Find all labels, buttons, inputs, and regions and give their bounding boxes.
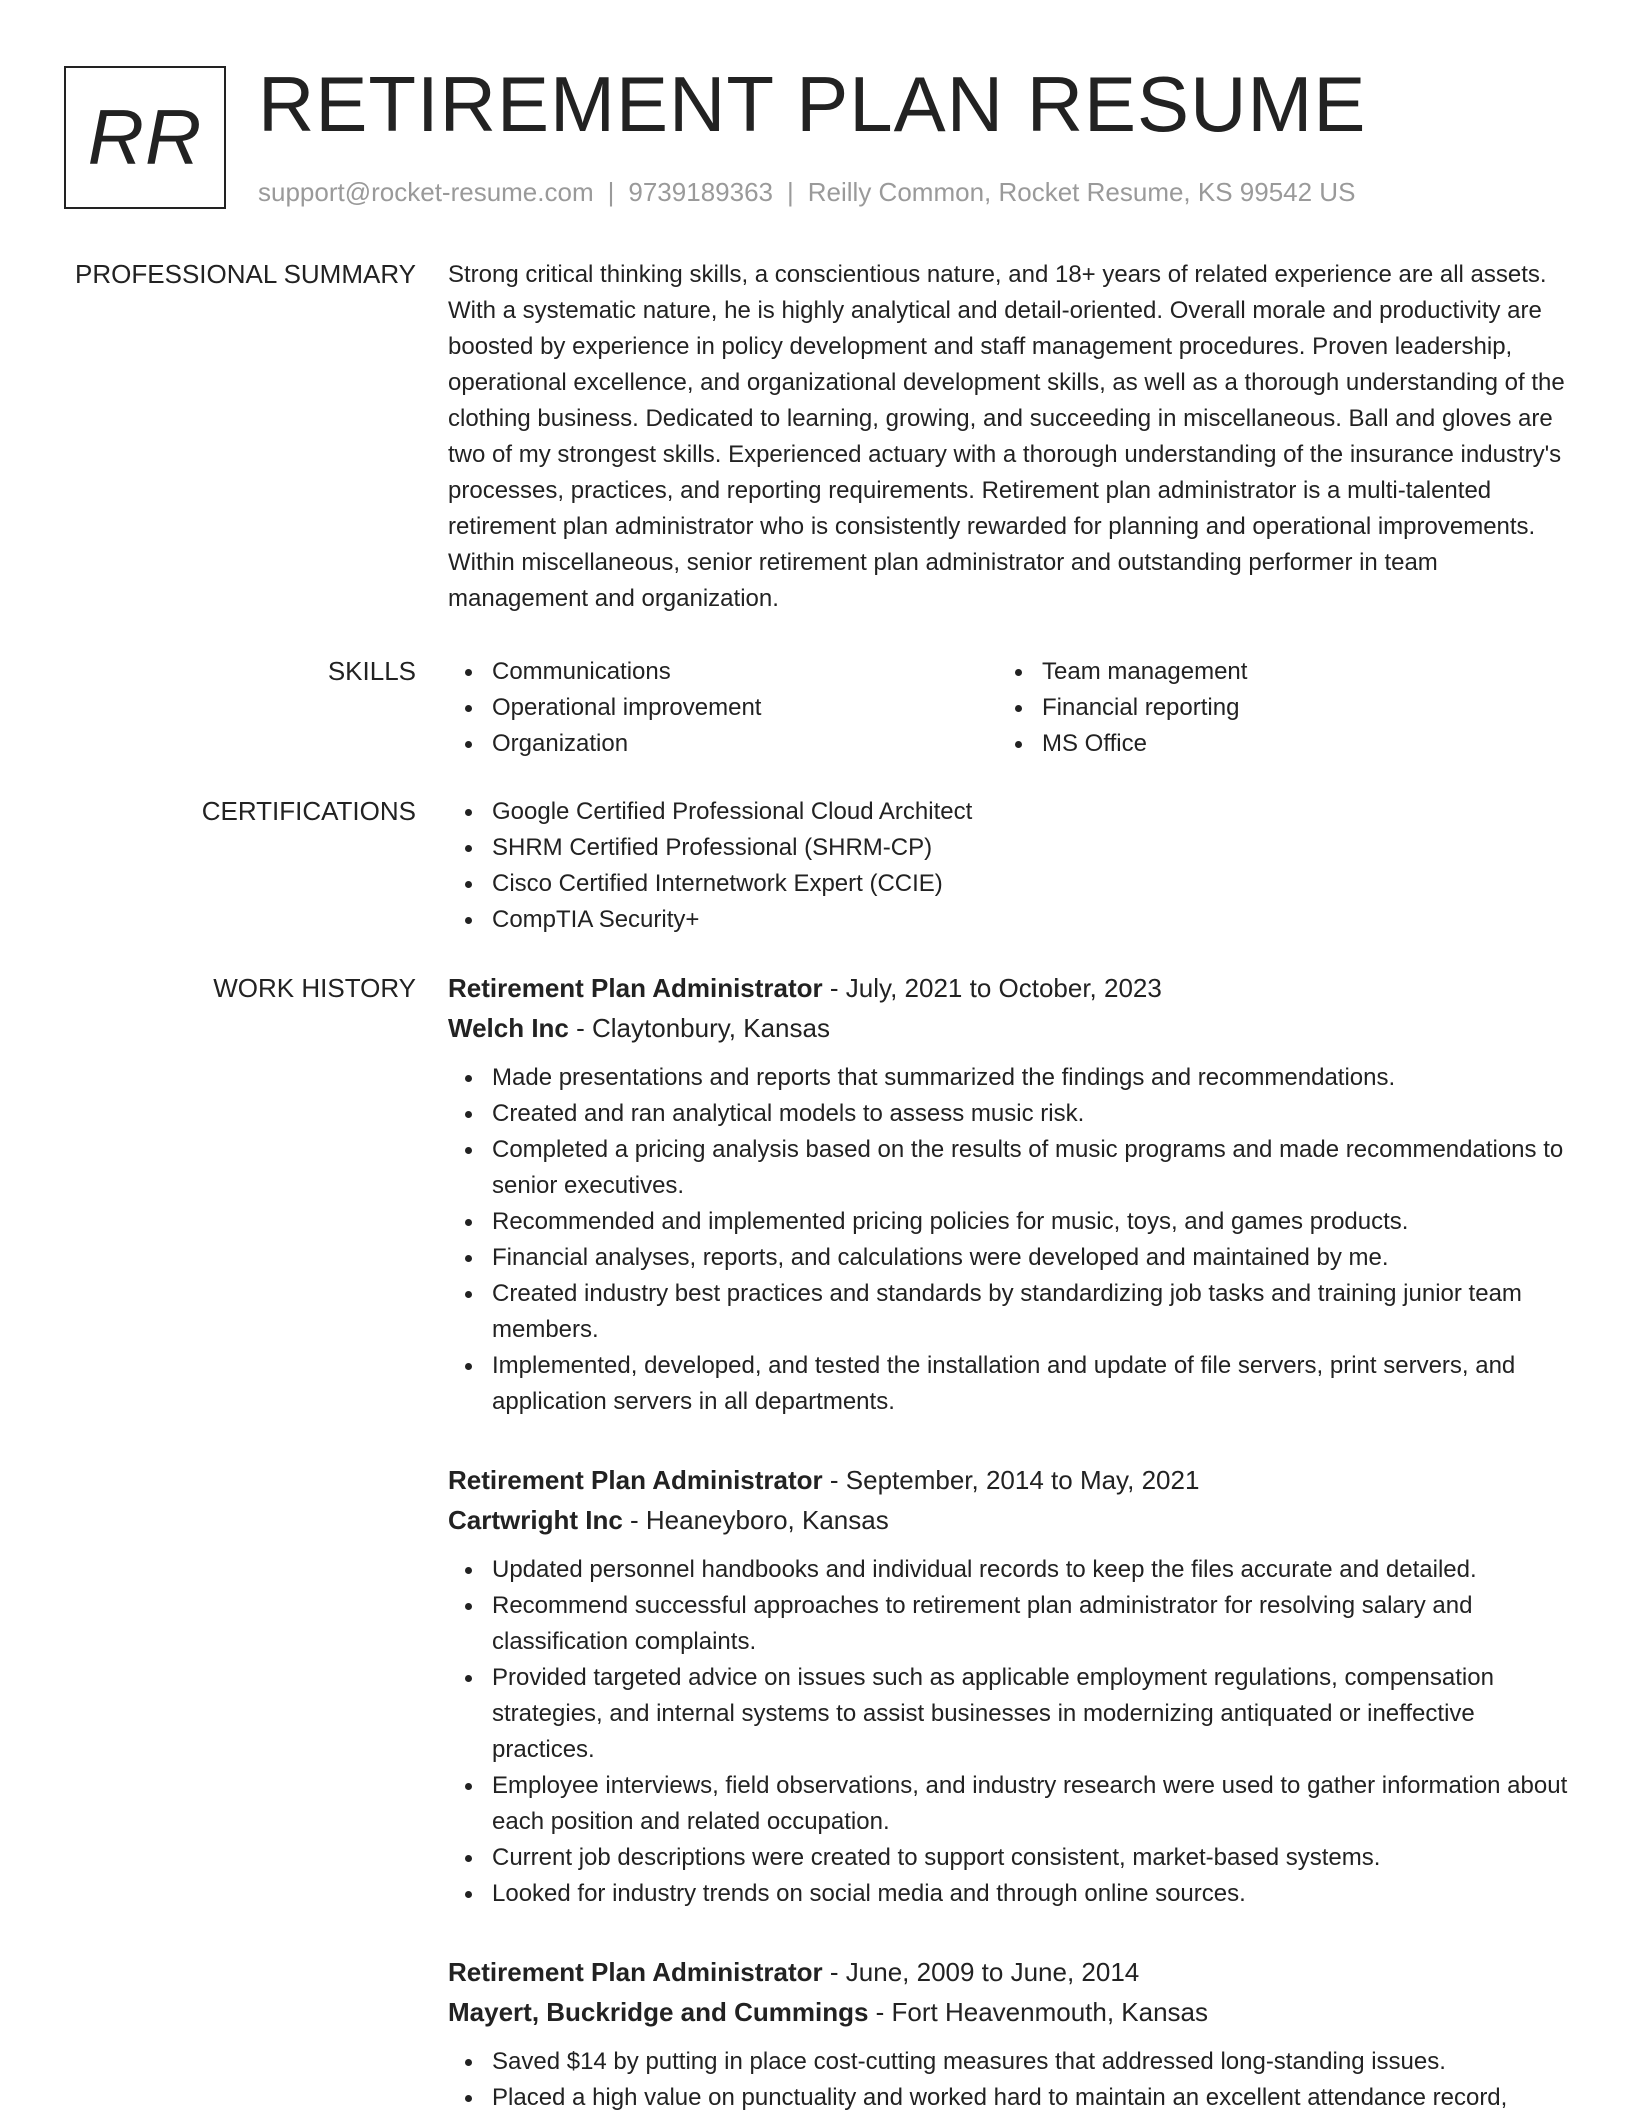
job-bullets — [448, 2044, 1568, 2112]
job-bullet: Current job descriptions were created to support consistent, market-based systems. — [448, 1840, 1568, 1876]
monogram-logo — [64, 66, 226, 209]
job-bullet: Looked for industry trends on social media and through online sources. — [448, 1876, 1568, 1912]
certification-item: SHRM Certified Professional (SHRM-CP) — [448, 830, 1568, 866]
job-company-line — [448, 1992, 1568, 2032]
work-history-heading: WORK HISTORY — [213, 973, 416, 1003]
skills-body — [448, 654, 1568, 762]
job-dates: - June, 2009 to June, 2014 — [822, 1957, 1140, 1987]
job-role: Retirement Plan Administrator — [448, 1465, 823, 1495]
certifications-heading: CERTIFICATIONS — [201, 796, 416, 826]
job-bullet: Placed a high value on punctuality and worked hard to maintain an excellent attendance record, — [448, 2080, 1568, 2112]
job-company-line — [448, 1500, 1568, 1540]
job-bullet: Financial analyses, reports, and calculations were developed and maintained by me. — [448, 1240, 1568, 1276]
contact-address: Reilly Common, Rocket Resume, KS 99542 US — [807, 177, 1356, 207]
job-bullet: Employee interviews, field observations, and industry research were used to gather information about each position and related occupation. — [448, 1768, 1568, 1840]
skill-item: MS Office — [998, 726, 1548, 762]
job-bullet: Implemented, developed, and tested the installation and update of file servers, print servers, and application servers in all departments. — [448, 1348, 1568, 1420]
job-title-line — [448, 1460, 1568, 1500]
job-bullet: Updated personnel handbooks and individual records to keep the files accurate and detailed. — [448, 1552, 1568, 1588]
job-dates: - September, 2014 to May, 2021 — [822, 1465, 1200, 1495]
resume-title: RETIREMENT PLAN RESUME — [258, 60, 1367, 148]
certifications-body — [448, 794, 1568, 938]
job-bullet: Created industry best practices and standards by standardizing job tasks and training junior team members. — [448, 1276, 1568, 1348]
job-company-line — [448, 1008, 1568, 1048]
job-bullet: Completed a pricing analysis based on the results of music programs and made recommendations to senior executives. — [448, 1132, 1568, 1204]
certifications-list — [448, 794, 1568, 938]
summary-heading: PROFESSIONAL SUMMARY — [75, 259, 416, 289]
certification-item: CompTIA Security+ — [448, 902, 1568, 938]
skills-heading: SKILLS — [327, 656, 416, 686]
job-bullet: Recommend successful approaches to retirement plan administrator for resolving salary and classification complaints. — [448, 1588, 1568, 1660]
skill-item: Communications — [448, 654, 998, 690]
job-bullet: Provided targeted advice on issues such as applicable employment regulations, compensation strategies, and internal systems to assist businesses in modernizing antiquated or ineffective practices. — [448, 1660, 1568, 1768]
job-role: Retirement Plan Administrator — [448, 973, 823, 1003]
job-company: Welch Inc — [448, 1013, 569, 1043]
certification-item: Google Certified Professional Cloud Architect — [448, 794, 1568, 830]
monogram-text: RR — [87, 93, 203, 181]
job-title-line — [448, 968, 1568, 1008]
job-location: - Fort Heavenmouth, Kansas — [868, 1997, 1209, 2027]
job-bullet: Saved $14 by putting in place cost-cutting measures that addressed long-standing issues. — [448, 2044, 1568, 2080]
job-company: Mayert, Buckridge and Cummings — [448, 1997, 869, 2027]
contact-phone[interactable]: 9739189363 — [628, 177, 773, 207]
skill-item: Operational improvement — [448, 690, 998, 726]
skills-list — [448, 654, 1568, 762]
contact-email[interactable]: support@rocket-resume.com — [258, 177, 594, 207]
job-location: - Heaneyboro, Kansas — [622, 1505, 889, 1535]
job-bullet: Recommended and implemented pricing policies for music, toys, and games products. — [448, 1204, 1568, 1240]
job-entry — [448, 1460, 1568, 1912]
summary-text: Strong critical thinking skills, a conscientious nature, and 18+ years of related experience are all assets. With a systematic nature, he is highly analytical and detail-oriented. Overall morale and productivity are boosted by experience in policy development and staff management procedures. Proven leadership, operational excellence, and organizational development skills, as well as a thorough understanding of the clothing business. Dedicated to learning, growing, and succeeding in miscellaneous. Ball and gloves are two of my strongest skills. Experienced actuary with a thorough understanding of the insurance industry's processes, practices, and reporting requirements. Retirement plan administrator is a multi-talented retirement plan administrator who is consistently rewarded for planning and operational improvements. Within miscellaneous, senior retirement plan administrator and outstanding performer in team management and organization. — [448, 261, 1565, 612]
job-role: Retirement Plan Administrator — [448, 1957, 823, 1987]
job-title-line — [448, 1952, 1568, 1992]
skill-item: Organization — [448, 726, 998, 762]
certification-item: Cisco Certified Internetwork Expert (CCIE) — [448, 866, 1568, 902]
contact-separator: | — [607, 177, 615, 207]
job-dates: - July, 2021 to October, 2023 — [822, 973, 1162, 1003]
job-bullet: Created and ran analytical models to assess music risk. — [448, 1096, 1568, 1132]
job-bullets — [448, 1060, 1568, 1420]
job-bullet: Made presentations and reports that summarized the findings and recommendations. — [448, 1060, 1568, 1096]
contact-separator: | — [787, 177, 794, 207]
job-entry — [448, 968, 1568, 1420]
skill-item: Team management — [998, 654, 1548, 690]
job-entry — [448, 1952, 1568, 2112]
job-company: Cartwright Inc — [448, 1505, 623, 1535]
work-history-body — [448, 968, 1568, 2112]
job-location: - Claytonbury, Kansas — [568, 1013, 830, 1043]
skill-item: Financial reporting — [998, 690, 1548, 726]
contact-line — [258, 176, 1355, 208]
job-bullets — [448, 1552, 1568, 1912]
